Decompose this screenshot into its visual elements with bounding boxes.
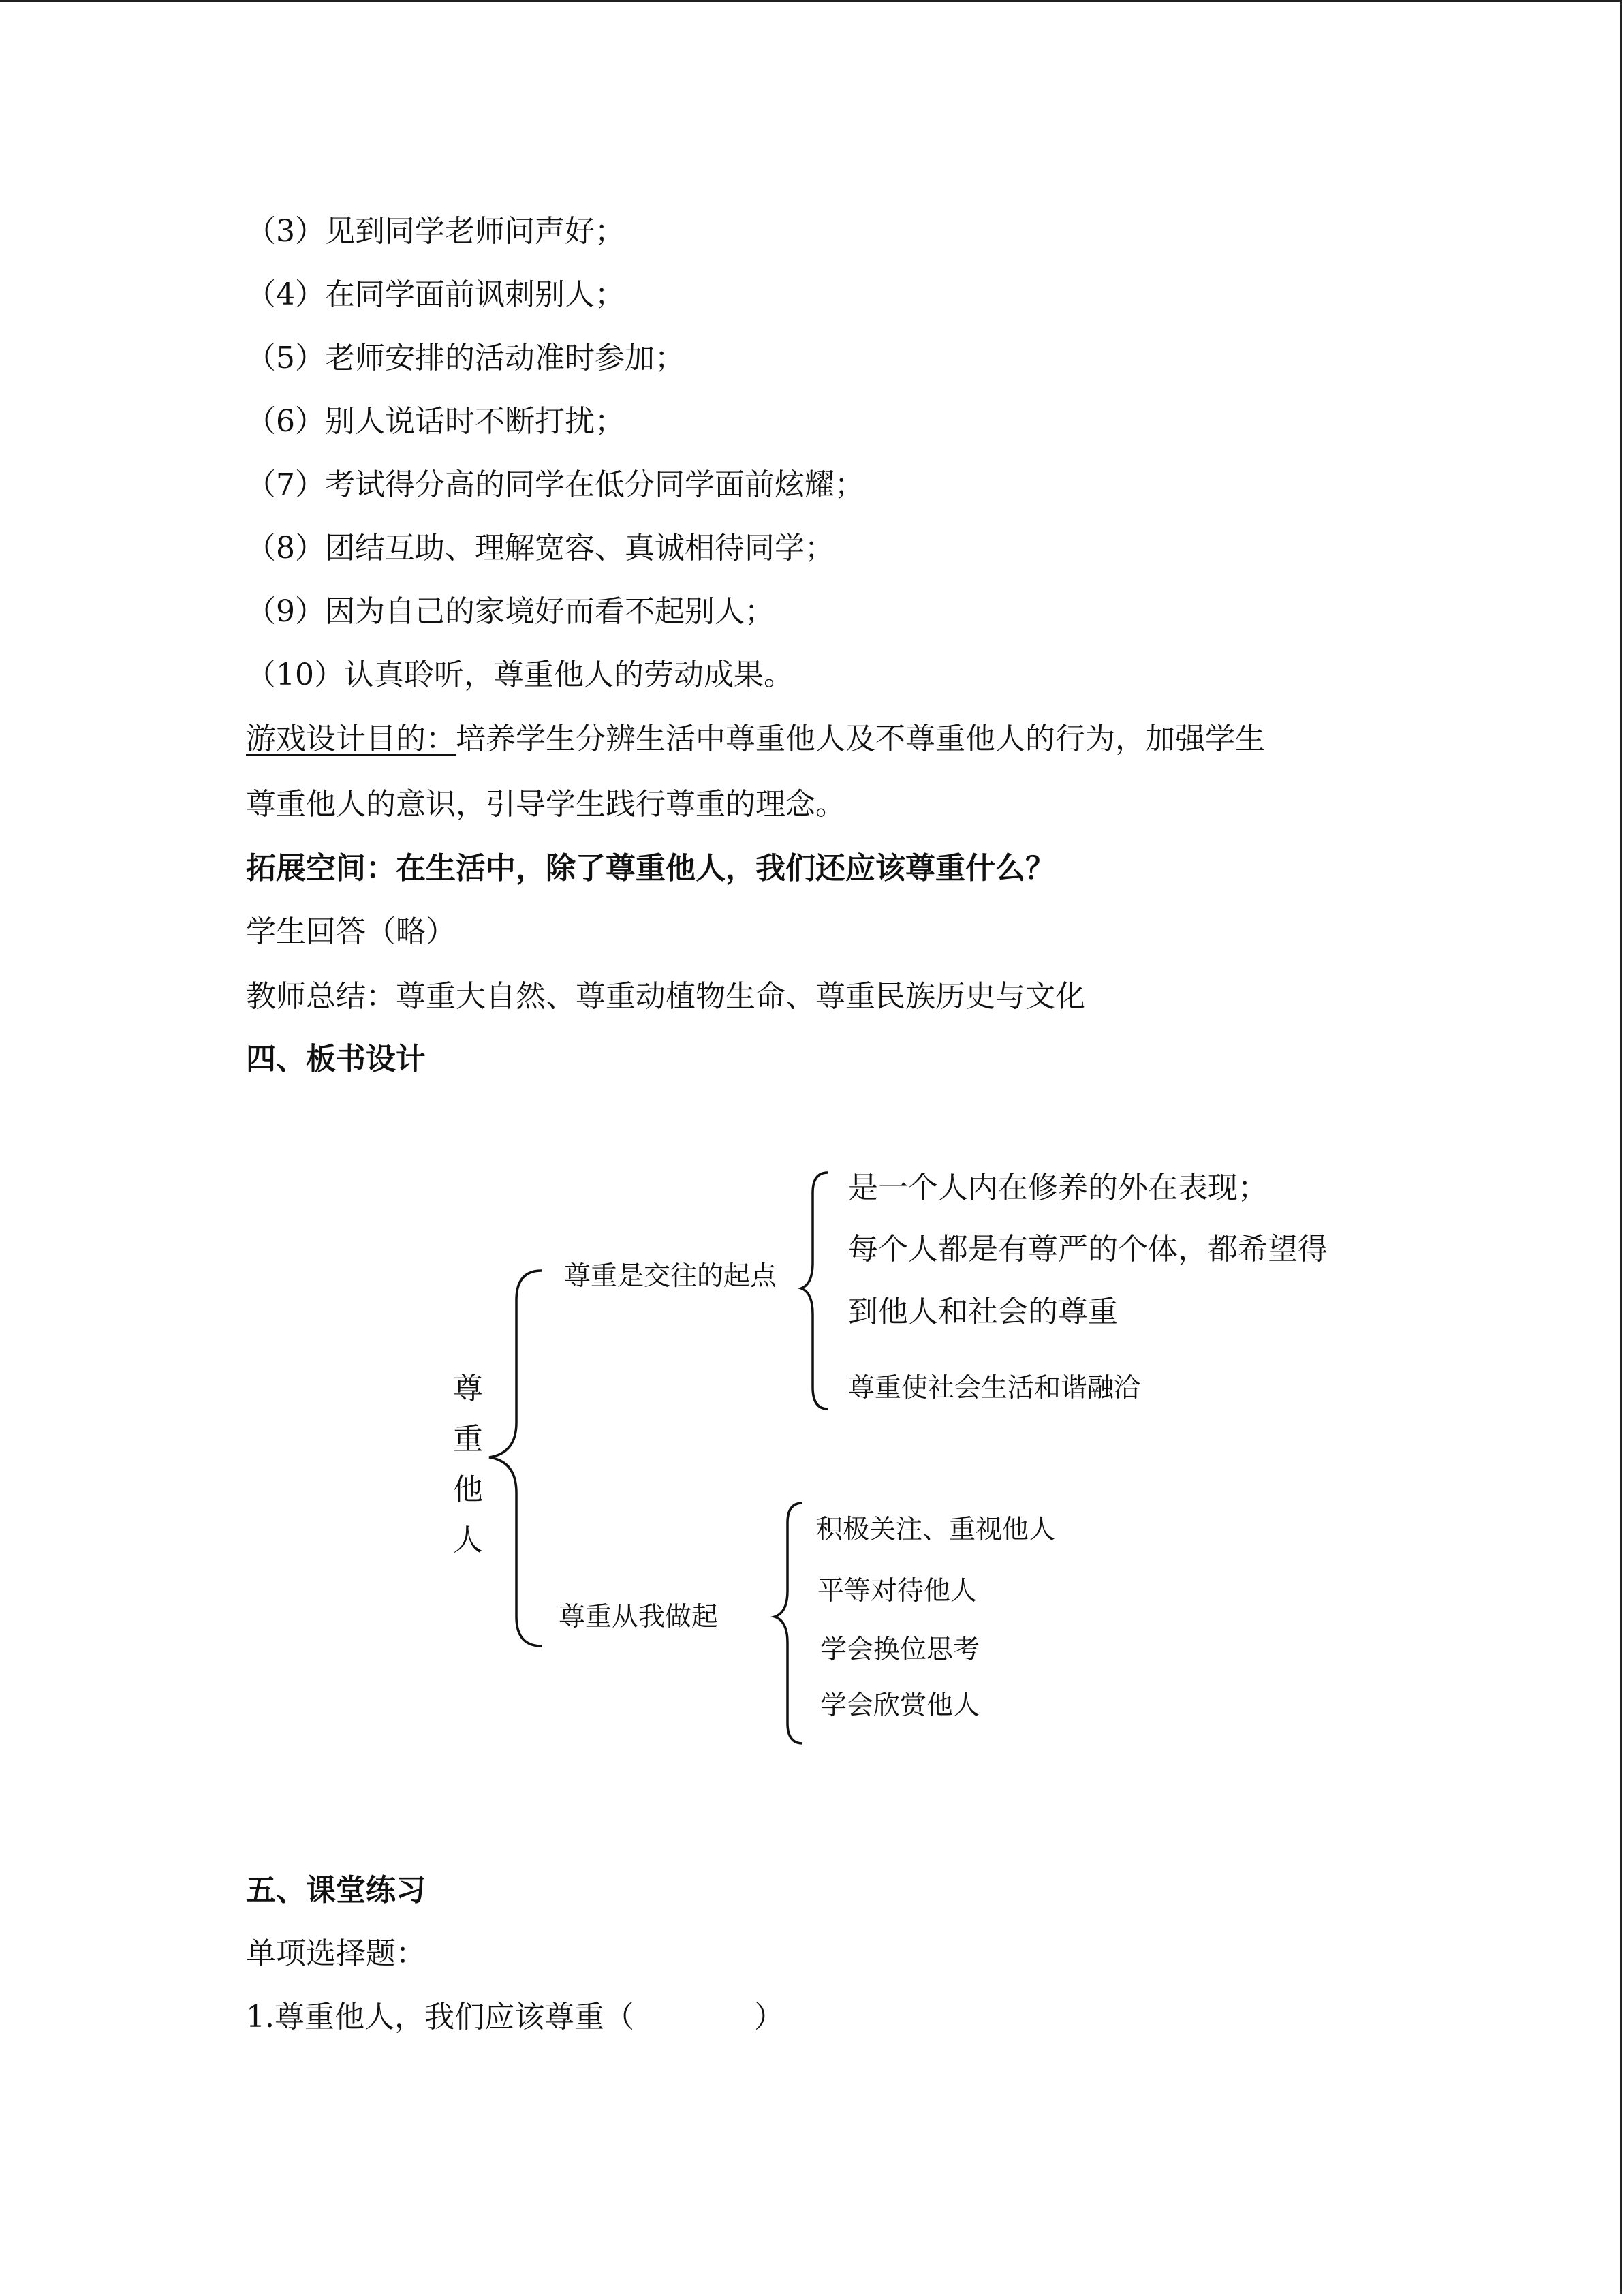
brace-lines (0, 2, 1622, 2296)
branch1-item: 到他人和社会的尊重 (848, 1294, 1118, 1329)
game-purpose-line (246, 719, 1265, 760)
teacher-summary: 教师总结：尊重大自然、尊重动植物生命、尊重民族历史与文化 (246, 979, 1085, 1014)
branch2-item: 学会欣赏他人 (820, 1690, 980, 1721)
main-brace (489, 1271, 542, 1646)
branch2-label: 尊重从我做起 (559, 1602, 719, 1632)
student-answer: 学生回答（略） (246, 914, 456, 949)
branch2-item: 学会换位思考 (820, 1634, 980, 1665)
extension-question: 拓展空间：在生活中，除了尊重他人，我们还应该尊重什么？ (246, 851, 1055, 886)
lower-brace (775, 1503, 802, 1743)
list-item: （3）见到同学老师问声好； (246, 214, 625, 249)
board-root-char: 人 (453, 1523, 483, 1557)
list-item: （4）在同学面前讽刺别人； (246, 277, 625, 312)
exercise-type: 单项选择题： (246, 1936, 426, 1971)
list-item: （10）认真聆听，尊重他人的劳动成果。 (246, 657, 794, 692)
list-item: （5）老师安排的活动准时参加； (246, 341, 685, 375)
game-purpose-text-continued: 尊重他人的意识，引导学生践行尊重的理念。 (246, 787, 845, 822)
section-title: 五、课堂练习 (246, 1873, 426, 1908)
upper-brace (801, 1173, 828, 1409)
game-purpose-text: 培养学生分辨生活中尊重他人及不尊重他人的行为，加强学生 (456, 722, 1265, 756)
branch1-label: 尊重是交往的起点 (564, 1261, 777, 1292)
board-root-char: 他 (453, 1472, 483, 1507)
game-purpose-label: 游戏设计目的： (246, 722, 456, 756)
branch2-item: 积极关注、重视他人 (816, 1515, 1056, 1545)
board-root-char: 重 (453, 1422, 483, 1457)
list-item: （9）因为自己的家境好而看不起别人； (246, 594, 775, 629)
question: 1.尊重他人，我们应该尊重（ ） (246, 2000, 784, 2034)
list-item: （7）考试得分高的同学在低分同学面前炫耀； (246, 467, 864, 502)
branch1-item: 尊重使社会生活和谐融洽 (848, 1373, 1141, 1403)
list-item: （6）别人说话时不断打扰； (246, 404, 625, 439)
board-root-char: 尊 (453, 1371, 483, 1406)
branch2-item: 平等对待他人 (817, 1576, 978, 1607)
section-title: 四、板书设计 (246, 1042, 426, 1076)
branch1-item: 每个人都是有尊严的个体，都希望得 (848, 1232, 1328, 1267)
list-item: （8）团结互助、理解宽容、真诚相待同学； (246, 531, 835, 565)
branch1-item: 是一个人内在修养的外在表现； (848, 1170, 1268, 1205)
